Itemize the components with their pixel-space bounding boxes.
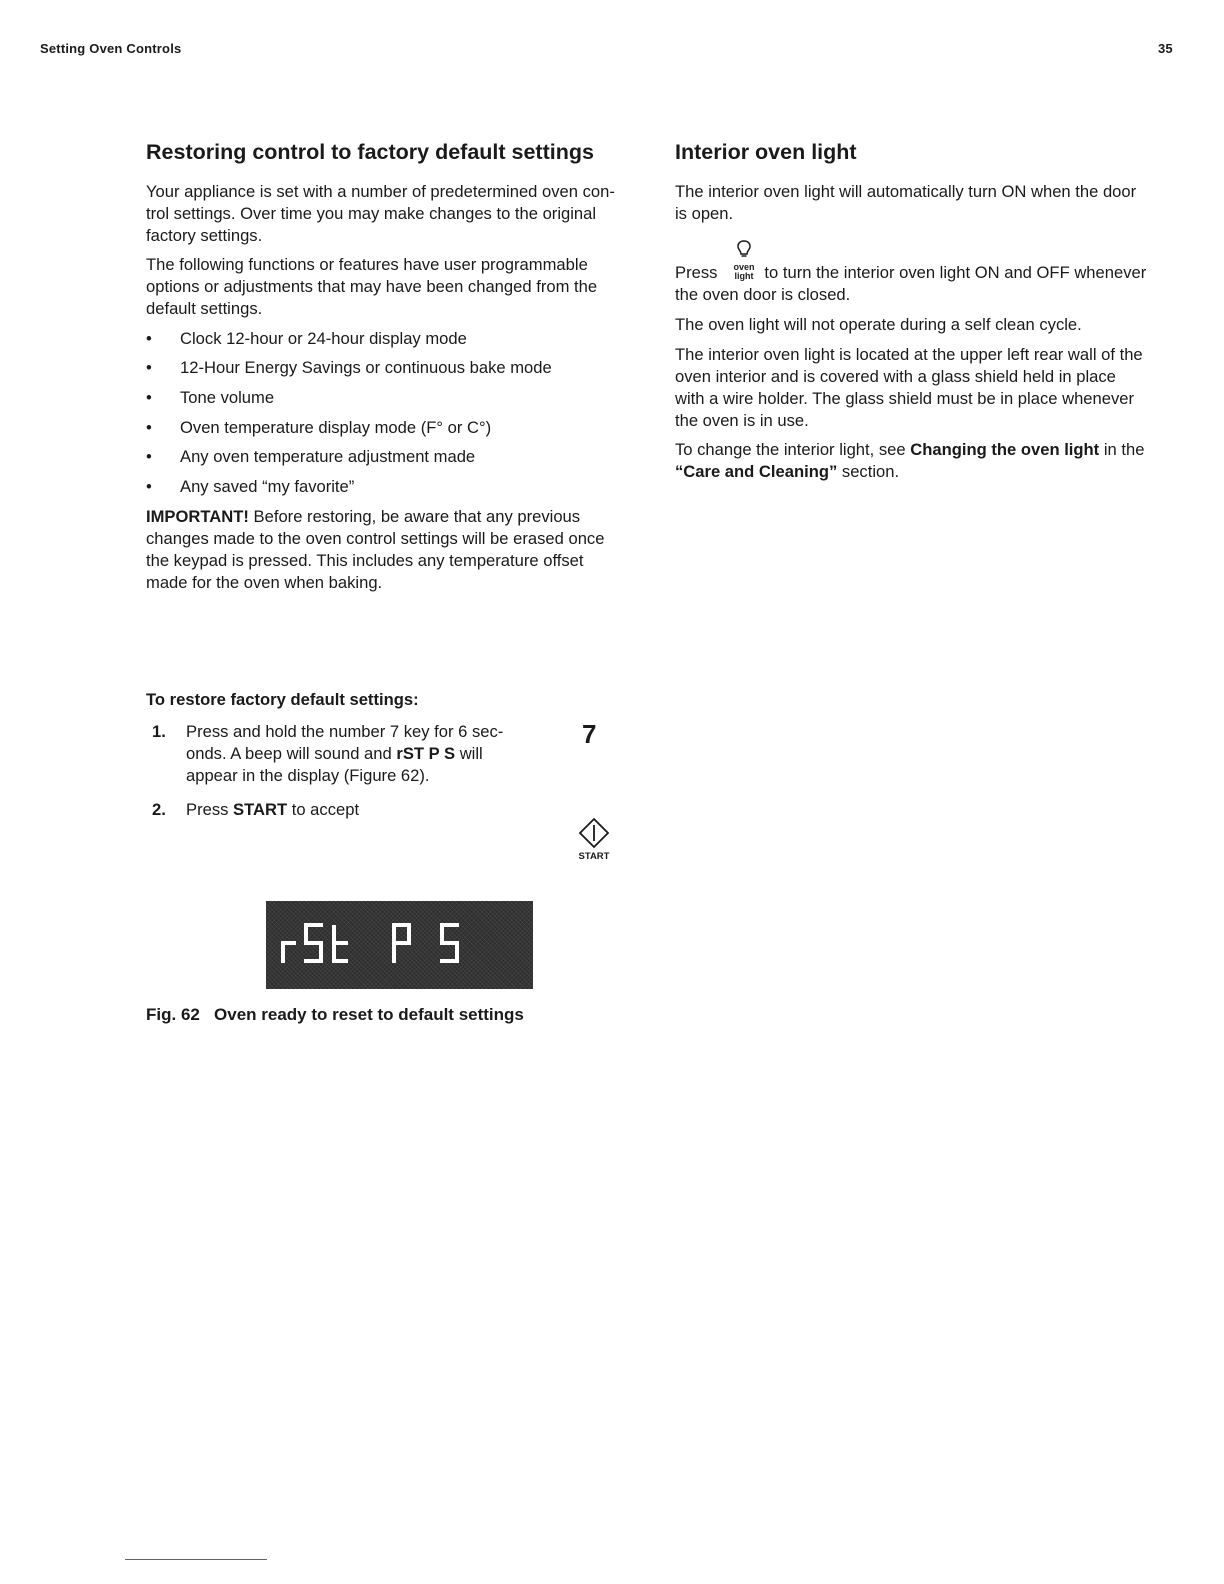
intro-line: Your appliance is set with a number of predetermined oven con- [146, 182, 615, 201]
oven-light-key-top: oven [733, 262, 755, 272]
step-line: appear in the display (Figure 62). [186, 766, 430, 785]
location-line: the oven is in use. [675, 411, 809, 430]
change-light-paragraph: To change the interior light, see Changing the oven light in the “Care and Cleaning” section. [675, 440, 1145, 481]
self-clean-note: The oven light will not operate during a self clean cycle. [675, 315, 1082, 334]
step-number: 2. [152, 800, 166, 819]
auto-light-line: is open. [675, 204, 734, 223]
press-light-line-2: the oven door is closed. [675, 285, 851, 304]
footer-rule [125, 1559, 267, 1560]
functions-line: default settings. [146, 299, 263, 318]
functions-line: options or adjustments that may have been changed from the [146, 277, 598, 296]
step-number: 1. [152, 722, 166, 741]
location-line: with a wire holder. The glass shield must be in place whenever [675, 389, 1135, 408]
functions-line: The following functions or features have user programmable [146, 255, 588, 274]
restore-section-title: Restoring control to factory default settings [146, 140, 594, 164]
light-bulb-icon [730, 238, 758, 260]
running-header-section: Setting Oven Controls [40, 41, 182, 56]
restore-steps-heading: To restore factory default settings: [146, 690, 419, 709]
auto-light-paragraph [675, 181, 1136, 225]
interior-light-title: Interior oven light [675, 140, 857, 164]
intro-line: factory settings. [146, 226, 263, 245]
important-line: Before restoring, be aware that any previous [248, 507, 581, 526]
functions-paragraph [146, 254, 597, 320]
changing-oven-light-reference: Changing the oven light [910, 440, 1100, 459]
display-code: rST P S [396, 744, 456, 763]
start-key[interactable] [574, 816, 614, 864]
start-reference: START [233, 800, 288, 819]
seven-segment-readout-icon [266, 901, 533, 989]
number-7-key[interactable]: 7 [582, 719, 597, 749]
important-line: made for the oven when baking. [146, 573, 383, 592]
location-line: The interior oven light is located at the upper left rear wall of the [675, 345, 1143, 364]
auto-light-line: The interior oven light will automatically turn ON when the door [675, 182, 1137, 201]
intro-paragraph [146, 181, 615, 247]
intro-line: trol settings. Over time you may make changes to the original [146, 204, 597, 223]
start-diamond-icon [574, 816, 614, 850]
press-light-line: Press to turn the interior oven light ON and OFF whenever [675, 263, 1147, 282]
oven-light-key-bottom: light [734, 271, 754, 281]
start-key-label: START [578, 851, 610, 862]
light-location-paragraph [675, 344, 1143, 432]
important-paragraph [146, 506, 604, 594]
important-label: IMPORTANT! [146, 507, 249, 526]
figure-caption: Fig. 62 Oven ready to reset to default settings [146, 1005, 524, 1024]
oven-display-figure [266, 901, 533, 989]
important-line: changes made to the oven control settings will be erased once [146, 529, 605, 548]
location-line: oven interior and is covered with a glass shield held in place [675, 367, 1116, 386]
important-line: the keypad is pressed. This includes any temperature offset [146, 551, 584, 570]
care-and-cleaning-reference: “Care and Cleaning” [675, 462, 838, 481]
page-number: 35 [1158, 41, 1173, 56]
step-line: Press and hold the number 7 key for 6 sec- [186, 722, 504, 741]
